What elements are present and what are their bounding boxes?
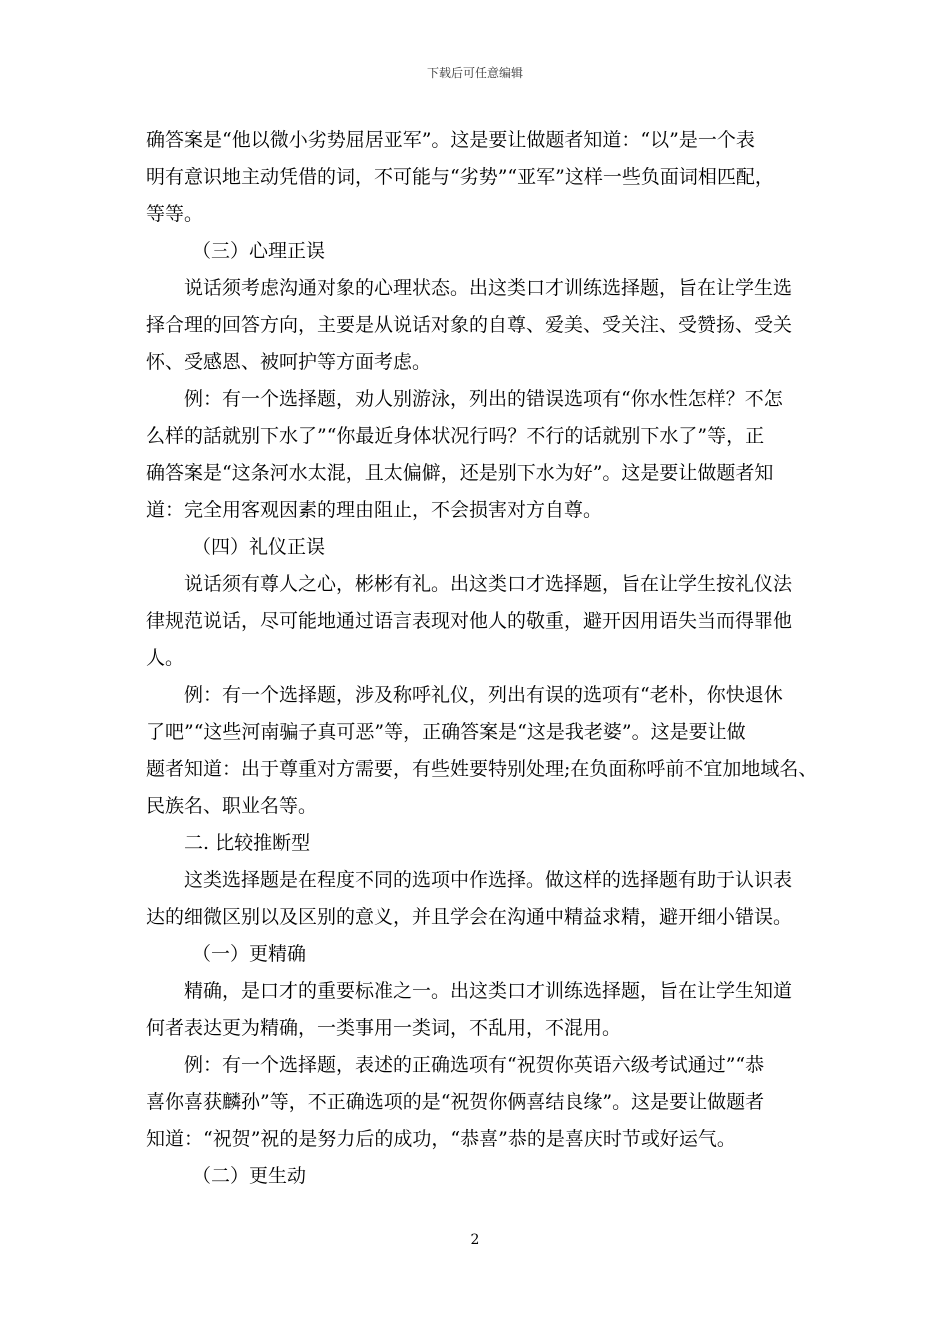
body-line: 等等。 (146, 203, 204, 225)
body-line: 这类选择题是在程度不同的选项中作选择。做这样的选择题有助于认识表 (184, 869, 793, 891)
section-heading: （三）心理正误 (192, 240, 326, 262)
section-heading: （二）更生动 (192, 1165, 307, 1187)
body-line: 人。 (146, 647, 185, 669)
page-number: 2 (470, 1232, 480, 1248)
body-line: 题者知道：出于尊重对方需要，有些姓要特别处理;在负面称呼前不宜加地域名、 (146, 758, 818, 780)
body-line: 精确，是口才的重要标准之一。出这类口才训练选择题，旨在让学生知道 (184, 980, 793, 1002)
document-body (146, 122, 818, 1195)
body-line: 知道：“祝贺”祝的是努力后的成功，“恭喜”恭的是喜庆时节或好运气。 (146, 1128, 736, 1150)
section-heading: （一）更精确 (192, 943, 307, 965)
body-line: 确答案是“他以微小劣势屈居亚军”。这是要让做题者知道：“以”是一个表 (146, 129, 755, 151)
body-line: 民族名、职业名等。 (146, 795, 318, 817)
body-line: 律规范说话，尽可能地通过语言表现对他人的敬重，避开因用语失当而得罪他 (146, 610, 793, 632)
body-line: 了吧”“这些河南骗子真可恶”等，正确答案是“这是我老婆”。这是要让做 (146, 721, 746, 743)
section-heading: （四）礼仪正误 (192, 536, 326, 558)
body-line: 怀、受感恩、被呵护等方面考虑。 (146, 351, 432, 373)
body-line: 么样的話就别下水了”“你最近身体状况行吗？不行的话就别下水了”等，正 (146, 425, 765, 447)
body-line: 达的细微区别以及区别的意义，并且学会在沟通中精益求精，避开细小错误。 (146, 906, 793, 928)
body-line: 说话须有尊人之心，彬彬有礼。出这类口才选择题，旨在让学生按礼仪法 (184, 573, 793, 595)
body-line: 何者表达更为精确，一类事用一类词，不乱用，不混用。 (146, 1017, 622, 1039)
body-line: 例：有一个选择题，涉及称呼礼仪，列出有误的选项有“老朴，你快退休 (184, 684, 783, 706)
body-line: 确答案是“这条河水太混，且太偏僻，还是别下水为好”。这是要让做题者知 (146, 462, 774, 484)
body-line: 道：完全用客观因素的理由阻止，不会损害对方自尊。 (146, 499, 603, 521)
body-line: 例：有一个选择题，表述的正确选项有“祝贺你英语六级考试通过”“恭 (184, 1054, 765, 1076)
body-line: 说话须考虑沟通对象的心理状态。出这类口才训练选择题，旨在让学生选 (184, 277, 793, 299)
body-line: 喜你喜获麟孙”等，不正确选项的是“祝贺你俩喜结良缘”。这是要让做题者 (146, 1091, 765, 1113)
page-header: 下载后可任意编辑 (426, 66, 523, 80)
body-line: 明有意识地主动凭借的词，不可能与“劣势”“亚军”这样一些负面词相匹配， (146, 166, 774, 188)
body-line: 择合理的回答方向，主要是从说话对象的自尊、爱美、受关注、受赞扬、受关 (146, 314, 793, 336)
body-line: 例：有一个选择题，劝人别游泳，列出的错误选项有“你水性怎样？不怎 (184, 388, 783, 410)
section-heading: 二. 比较推断型 (184, 832, 311, 854)
